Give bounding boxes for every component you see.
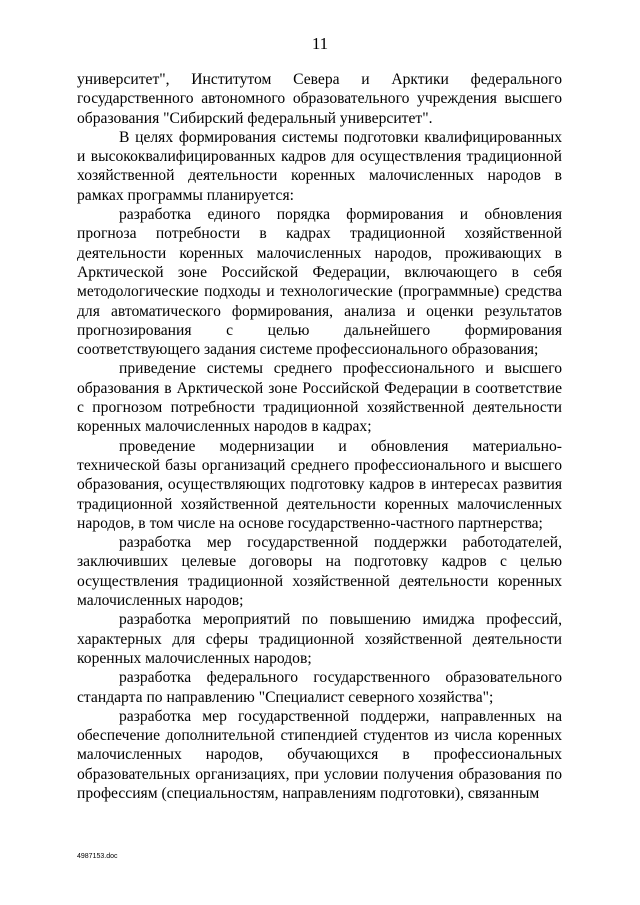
document-file-code: 4987153.doc xyxy=(77,853,118,860)
paragraph-profession-image: разработка мероприятий по повышению имиджа профессий, характерных для сферы традиционной хозяйственной деятельности коренных малочисленных народов; xyxy=(77,611,562,667)
paragraph-employer-support: разработка мер государственной поддержки работодателей, заключивших целевые договоры на подготовку кадров с целью осуществления традиционной хозяйственной деятельности коренных малочисленных народов; xyxy=(77,534,562,610)
paragraph-education-alignment: приведение системы среднего профессионального и высшего образования в Арктической зоне Российской Федерации в соответствие с прогнозом потребности традиционной хозяйственной деятельности коренных малочисленных народов в кадрах; xyxy=(77,360,562,436)
paragraph-intro: В целях формирования системы подготовки квалифицированных и высококвалифицированных кадров для осуществления традиционной хозяйственной деятельности коренных малочисленных народов в рамках программы планируется: xyxy=(77,128,562,204)
paragraph-forecast-procedure: разработка единого порядка формирования и обновления прогноза потребности в кадрах традиционной хозяйственной деятельности коренных малочисленных народов, проживающих в Арктической зоне Российской Федерации, включающего в себя методологические подходы и технологические (программные) средства для автоматического формирования, анализа и оценки результатов прогнозирования с целью дальнейшего формирования соответствующего задания системе профессионального образования; xyxy=(77,206,562,359)
document-body xyxy=(77,70,562,803)
paragraph-scholarship: разработка мер государственной поддержи, направленных на обеспечение дополнительной стипендией студентов из числа коренных малочисленных народов, обучающихся в профессиональных образовательных организациях, при условии получения образования по профессиям (специальностям, направлениям подготовки), связанным xyxy=(77,707,562,802)
paragraph-education-standard: разработка федерального государственного образовательного стандарта по направлению "Специалист северного хозяйства"; xyxy=(77,669,562,706)
paragraph-modernization: проведение модернизации и обновления материально-технической базы организаций среднего профессионального и высшего образования, осуществляющих подготовку кадров в интересах развития традиционной хозяйственной деятельности коренных малочисленных народов, в том числе на основе государственно-частного партнерства; xyxy=(77,437,562,532)
paragraph-continuation: университет", Институтом Севера и Арктики федерального государственного автономного образовательного учреждения высшего образования "Сибирский федеральный университет". xyxy=(77,71,562,127)
page-number: 11 xyxy=(311,34,329,53)
